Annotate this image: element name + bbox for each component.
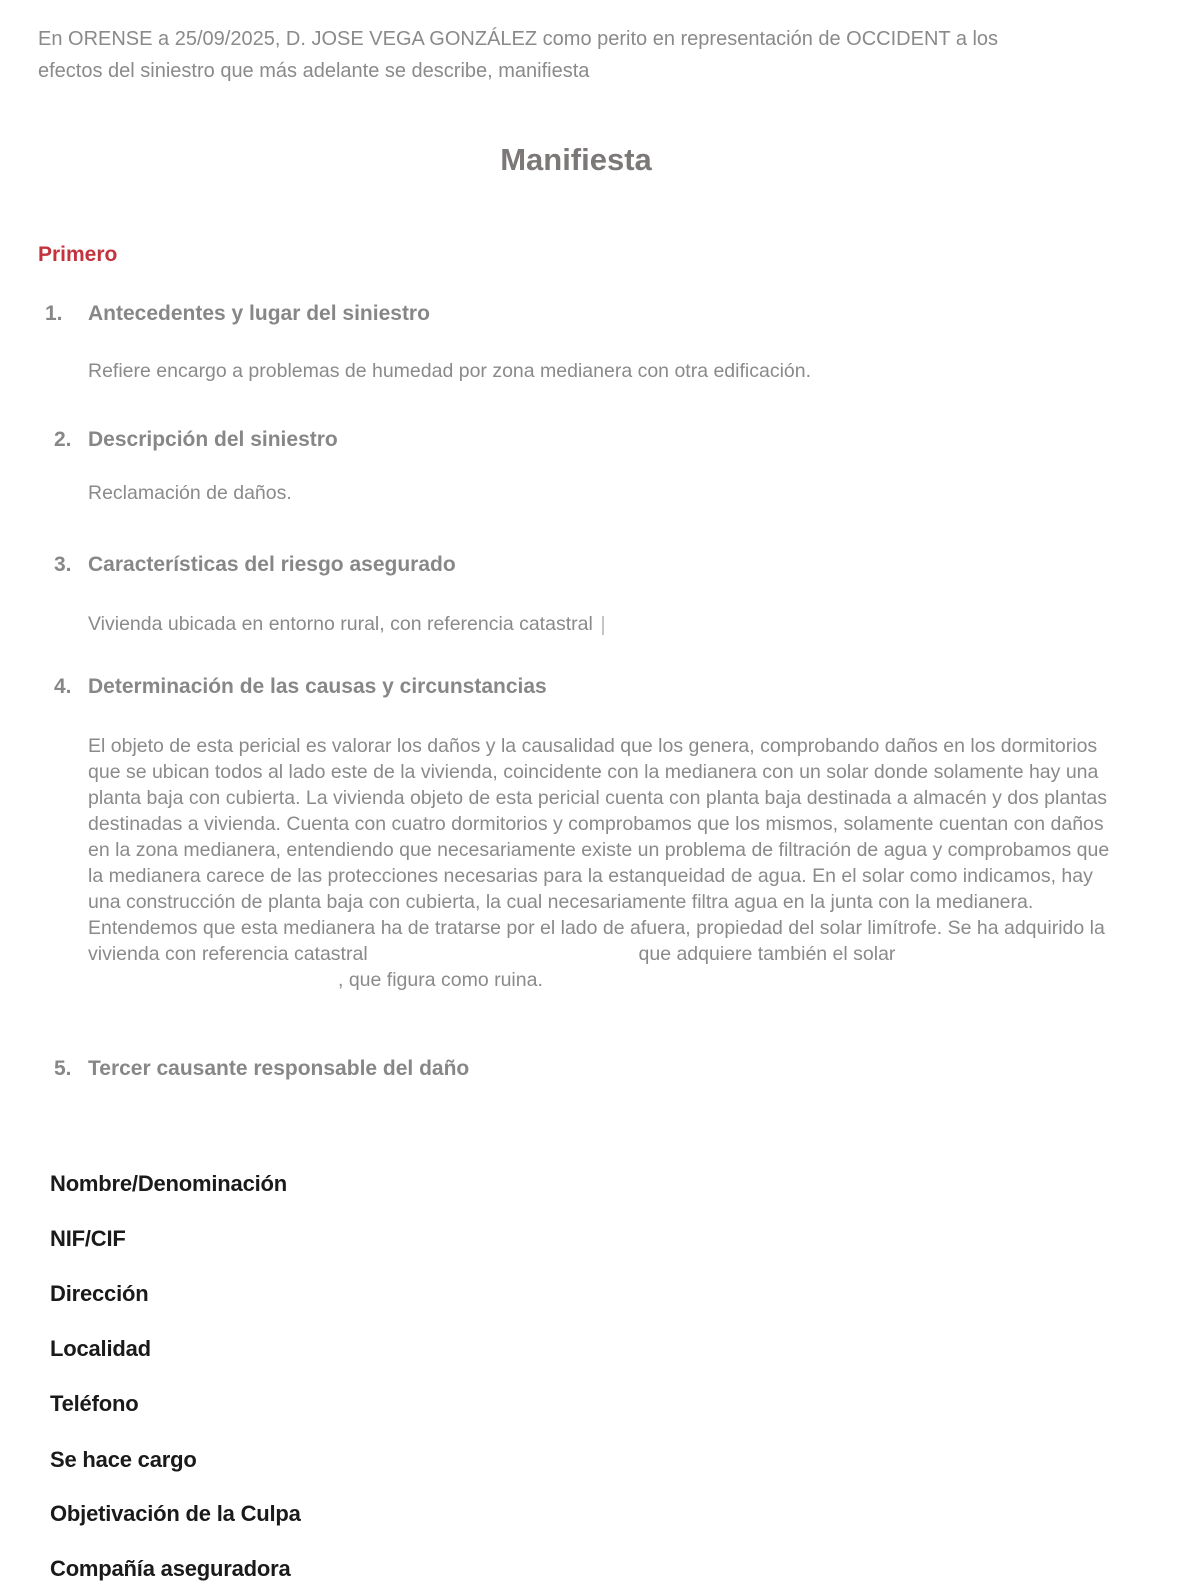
field-label-se-hace-cargo: Se hace cargo xyxy=(50,1447,197,1472)
section-3-body-text: Vivienda ubicada en entorno rural, con referencia catastral xyxy=(88,613,593,635)
section-4-body-text-2: que adquiere también el solar xyxy=(638,943,896,965)
field-label-objetivacion-culpa: Objetivación de la Culpa xyxy=(50,1501,301,1526)
section-4-heading: Determinación de las causas y circunstancias xyxy=(88,675,547,698)
section-2-body: Reclamación de daños. xyxy=(88,482,292,504)
section-3-body xyxy=(88,611,1120,637)
intro-paragraph: En ORENSE a 25/09/2025, D. JOSE VEGA GONZÁLEZ como perito en representación de OCCIDENT a los efectos del siniestro que más adelante se describe, manifiesta xyxy=(38,28,999,82)
redacted-catastral-ref-1 xyxy=(373,959,633,960)
field-label-nombre-denominacion: Nombre/Denominación xyxy=(50,1171,288,1196)
section-4-body xyxy=(88,733,1120,993)
section-2-number: 2. xyxy=(54,428,72,451)
section-1-number: 1. xyxy=(45,302,63,325)
section-2-heading: Descripción del siniestro xyxy=(88,428,338,451)
section-1-body: Refiere encargo a problemas de humedad por zona medianera con otra edificación. xyxy=(88,360,812,382)
section-1-heading: Antecedentes y lugar del siniestro xyxy=(88,302,430,325)
section-label-primero: Primero xyxy=(38,243,118,266)
field-label-direccion: Dirección xyxy=(50,1281,149,1306)
field-label-nif-cif: NIF/CIF xyxy=(50,1226,126,1251)
page-title: Manifiesta xyxy=(500,142,652,177)
section-4-body-text-3: , que figura como ruina. xyxy=(338,969,543,991)
section-4-body-text-1: El objeto de esta pericial es valorar los daños y la causalidad que los genera, comprobando daños en los dormitorios que se ubican todos al lado este de la vivienda, coincidente con la medianera con un solar donde solamente hay una planta baja con cubierta. La vivienda objeto de esta pericial cuenta con planta baja destinada a almacén y dos plantas destinadas a vivienda. Cuenta con cuatro dormitorios y comprobamos que los mismos, solamente cuentan con daños en la zona medianera, entendiendo que necesariamente existe un problema de filtración de agua y comprobamos que la medianera carece de las protecciones necesarias para la estanqueidad de agua. En el solar como indicamos, hay una construcción de planta baja con cubierta, la cual necesariamente filtra agua en la junta con la medianera. Entendemos que esta medianera ha de tratarse por el lado de afuera, propiedad del solar limítrofe. Se ha adquirido la vivienda con referencia catastral xyxy=(88,735,1110,965)
section-5-number: 5. xyxy=(54,1057,72,1080)
field-label-localidad: Localidad xyxy=(50,1336,151,1361)
section-3-number: 3. xyxy=(54,553,72,576)
redaction-artifact xyxy=(602,616,604,635)
redacted-catastral-ref-2 xyxy=(88,985,338,986)
field-label-compania-aseguradora: Compañía aseguradora xyxy=(50,1556,291,1581)
section-5-heading: Tercer causante responsable del daño xyxy=(88,1057,470,1080)
field-label-telefono: Teléfono xyxy=(50,1391,139,1416)
section-3-heading: Características del riesgo asegurado xyxy=(88,553,456,576)
section-4-number: 4. xyxy=(54,675,72,698)
